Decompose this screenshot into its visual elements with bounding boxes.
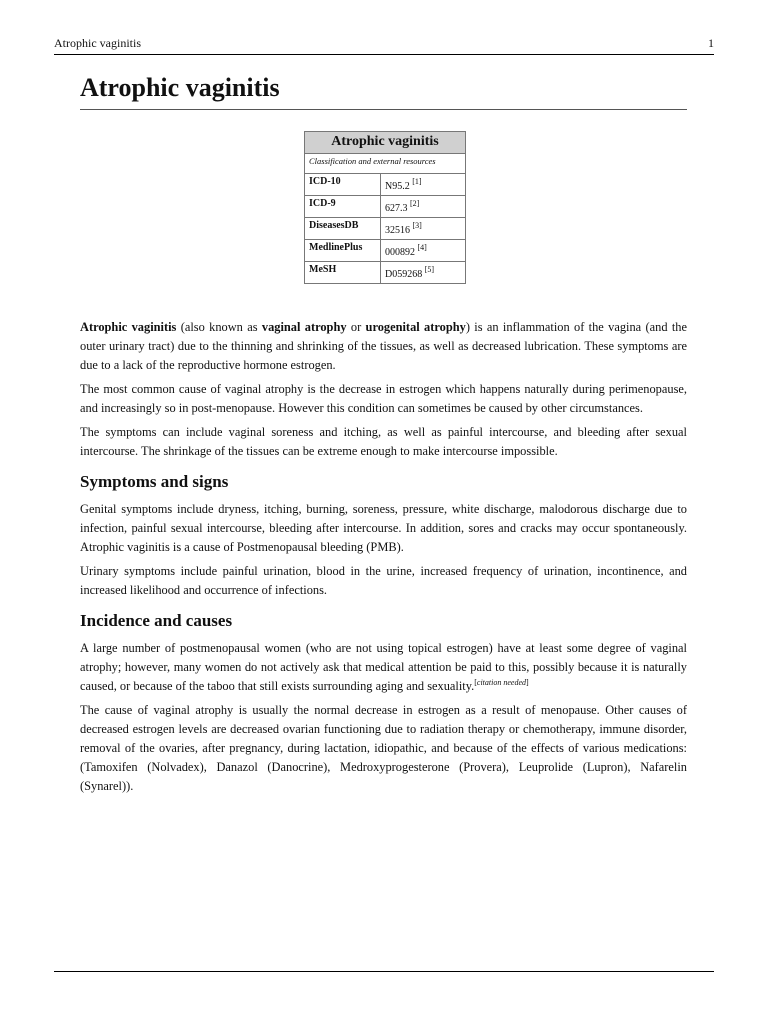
paragraph-text: (also known as [176, 320, 262, 334]
citation-needed-note[interactable] [474, 678, 528, 687]
infobox-row [305, 240, 466, 262]
page-title: Atrophic vaginitis [80, 73, 280, 102]
code-link[interactable]: 32516 [385, 225, 410, 236]
running-title: Atrophic vaginitis [54, 36, 141, 50]
intro-paragraph [80, 318, 687, 375]
infobox-label: MedlinePlus [305, 240, 381, 262]
symptoms-paragraph: Urinary symptoms include painful urination, blood in the urine, increased frequency of urination, incontinence, and increased likelihood and occurrence of infections. [80, 564, 687, 597]
reference-link[interactable]: [4] [417, 243, 427, 252]
infobox-label: DiseasesDB [305, 218, 381, 240]
infobox-value [381, 174, 466, 196]
bold-term: urogenital atrophy [365, 320, 466, 334]
bracket: ] [526, 678, 529, 687]
paragraph-text: or [346, 320, 366, 334]
infobox-value [381, 262, 466, 284]
footer-divider [54, 971, 714, 972]
page-number: 1 [708, 36, 714, 50]
reference-link[interactable]: [2] [410, 199, 420, 208]
infobox-subtitle: Classification and external resources [305, 154, 466, 174]
incidence-paragraph: The cause of vaginal atrophy is usually the normal decrease in estrogen as a result of menopause. Other causes of decreased estrogen levels are decreased ovarian functioning due to radiation therapy or chemotherapy, immune disorder, removal of the ovaries, after pregnancy, during lactation, idiopathic, and because of the effects of various medications: (Tamoxifen (Nolvadex), Danazol (Danocrine), Medroxyprogesterone (Provera), Leuprolide (Lupron), Nafarelin (Synarel)). [80, 703, 687, 793]
intro-paragraph: The most common cause of vaginal atrophy is the decrease in estrogen which happens naturally during perimenopause, and increasingly so in post-menopause. However this condition can sometimes be caused by other circumstances. [80, 382, 687, 415]
incidence-paragraph [80, 639, 687, 696]
infobox-label: ICD-9 [305, 196, 381, 218]
infobox [304, 131, 466, 284]
bracket: [ [474, 678, 477, 687]
infobox-value [381, 240, 466, 262]
article-body [80, 318, 687, 801]
reference-link[interactable]: [1] [412, 177, 422, 186]
paragraph-text: ) is an inflammation of the vagina (and the outer urinary tract) due to the thinning and shrinking of the tissues, as well as decreased lubrication. These symptoms are due to a lack of the reproductive hormone estrogen. [80, 320, 687, 372]
infobox-value [381, 218, 466, 240]
code-link[interactable]: N95.2 [385, 181, 410, 192]
section-heading-symptoms: Symptoms and signs [80, 472, 229, 491]
reference-link[interactable]: [3] [412, 221, 422, 230]
title-divider [80, 109, 687, 110]
infobox-row [305, 196, 466, 218]
infobox-title: Atrophic vaginitis [305, 132, 466, 154]
infobox-label: ICD-10 [305, 174, 381, 196]
intro-paragraph: The symptoms can include vaginal soreness and itching, as well as painful intercourse, and bleeding after sexual intercourse. The shrinkage of the tissues can be extreme enough to make intercourse impossible. [80, 425, 687, 458]
bold-term: Atrophic vaginitis [80, 320, 177, 334]
infobox-row [305, 262, 466, 284]
infobox-value [381, 196, 466, 218]
infobox-label: MeSH [305, 262, 381, 284]
symptoms-paragraph: Genital symptoms include dryness, itching, burning, soreness, pressure, white discharge, malodorous discharge due to infection, painful sexual intercourse, bleeding after intercourse. In addition, sores and cracks may occur spontaneously. Atrophic vaginitis is a cause of Postmenopausal bleeding (PMB). [80, 502, 687, 554]
citation-needed-text: citation needed [476, 678, 526, 687]
infobox-row [305, 218, 466, 240]
code-link[interactable]: D059268 [385, 269, 423, 280]
running-header [54, 36, 714, 55]
infobox-row [305, 174, 466, 196]
bold-term: vaginal atrophy [261, 320, 347, 334]
code-link[interactable]: 000892 [385, 247, 415, 258]
section-heading-incidence: Incidence and causes [80, 611, 233, 630]
code-link[interactable]: 627.3 [385, 203, 408, 214]
paragraph-text: A large number of postmenopausal women (who are not using topical estrogen) have at least some degree of vaginal atrophy; however, many women do not actively ask that medical attention be paid to this, possibly because it is naturally caused, or because of the taboo that still exists surrounding aging and sexuality. [80, 641, 687, 693]
reference-link[interactable]: [5] [424, 265, 435, 274]
